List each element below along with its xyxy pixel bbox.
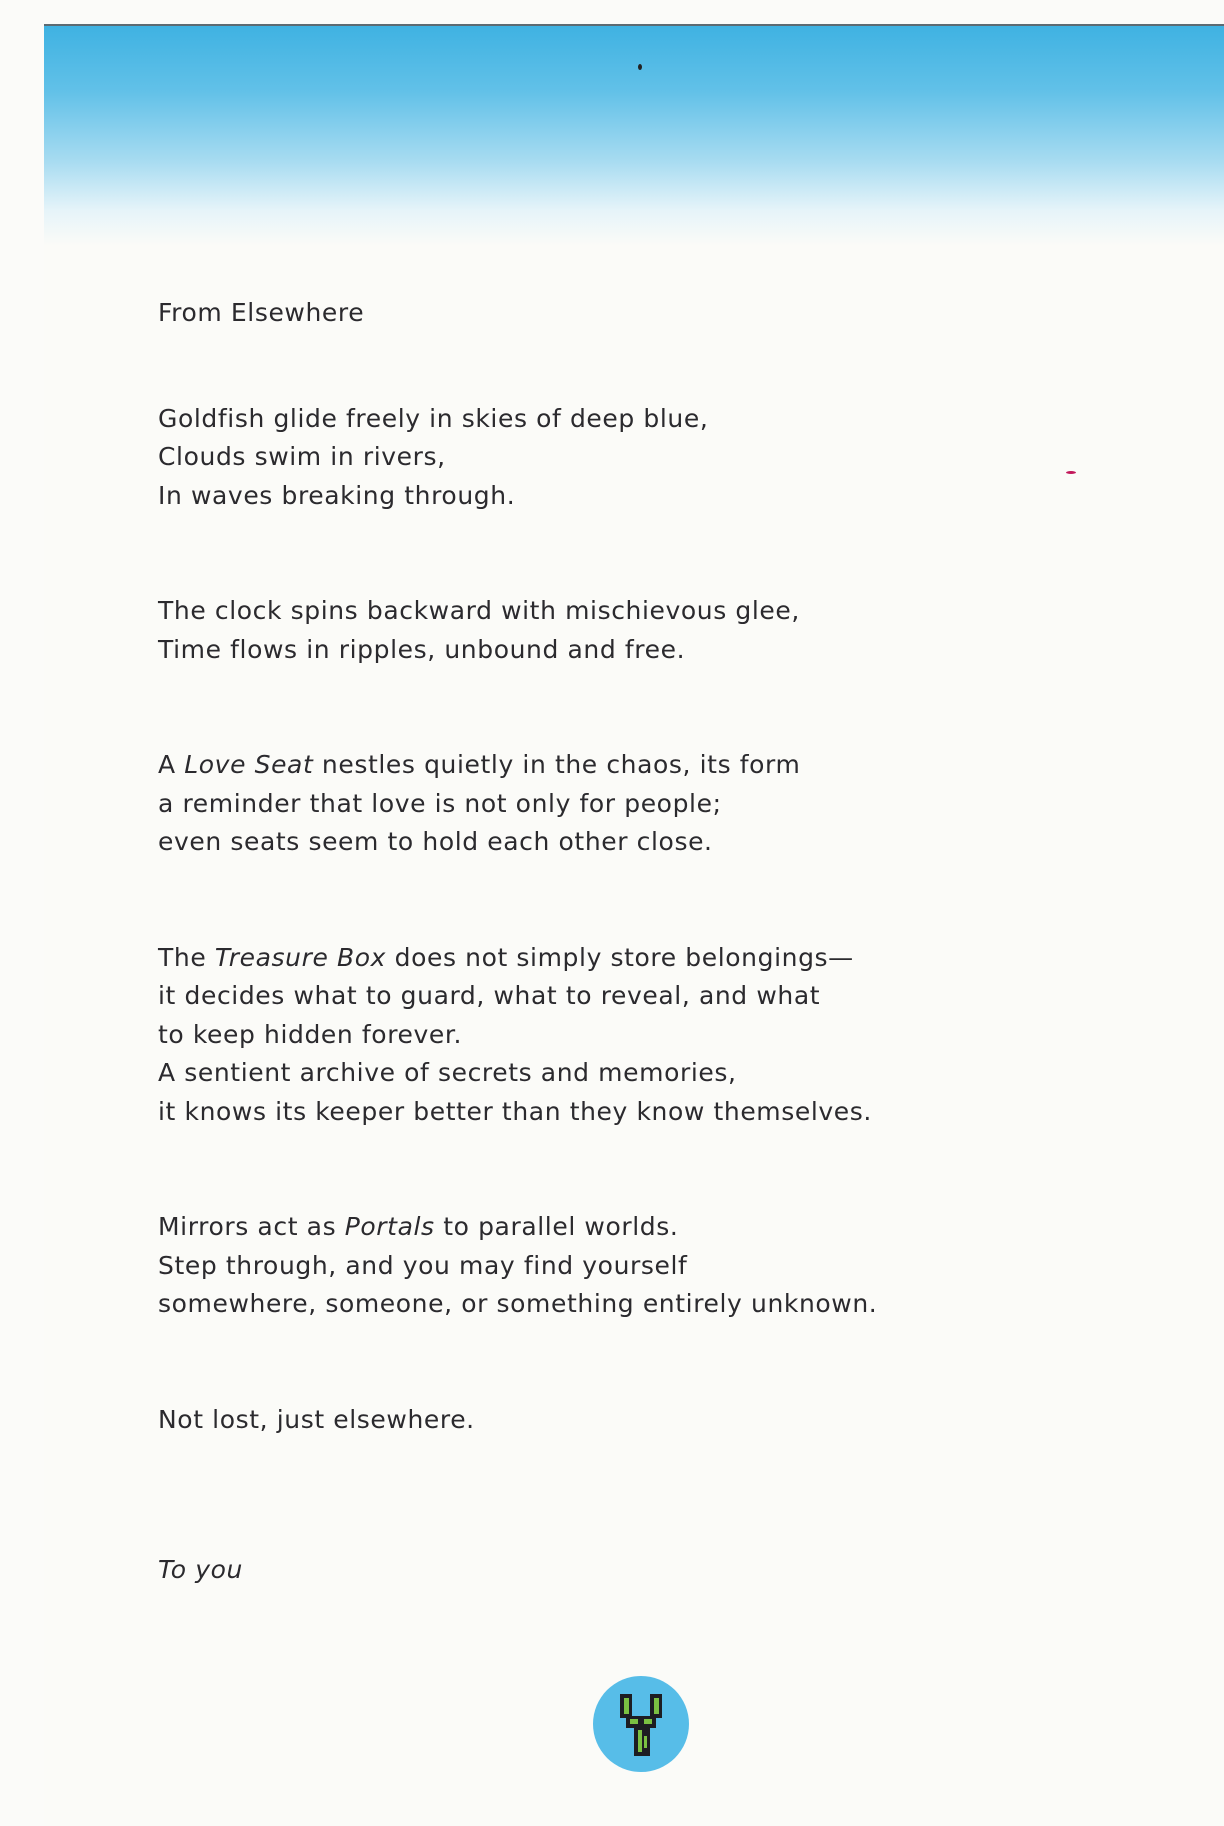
stanza-3-line-1: A Love Seat nestles quietly in the chaos, its form	[158, 750, 801, 779]
pixel-y-logo-icon	[593, 1676, 689, 1772]
stanza-5-line-1: Mirrors act as Portals to parallel worlds.	[158, 1212, 679, 1241]
stanza-5-line-2: Step through, and you may find yourself	[158, 1250, 688, 1280]
treasure-box-term: Treasure Box	[214, 942, 387, 972]
stanza-4-line-1: The Treasure Box does not simply store belongings—	[158, 942, 854, 972]
poem-title: From Elsewhere	[158, 298, 365, 327]
stanza-2-line-1: The clock spins backward with mischievous glee,	[158, 596, 800, 625]
stanza-4-line-5: it knows its keeper better than they know themselves.	[158, 1096, 872, 1126]
stanza-2-line-2: Time flows in ripples, unbound and free.	[158, 634, 686, 664]
love-seat-term: Love Seat	[184, 750, 314, 779]
dedication: To you	[158, 1555, 243, 1584]
stanza-4-line-4: A sentient archive of secrets and memories,	[158, 1058, 737, 1087]
pixel-y-glyph-icon	[593, 1676, 689, 1772]
stanza-1-line-2: Clouds swim in rivers,	[158, 442, 446, 471]
stanza-4-line-2: it decides what to guard, what to reveal, and what	[158, 981, 821, 1010]
poem-card	[44, 24, 1224, 1826]
stanza-1-line-1: Goldfish glide freely in skies of deep blue,	[158, 403, 709, 433]
stanza-3-line-2: a reminder that love is not only for people;	[158, 788, 722, 818]
sky-gradient-header	[44, 26, 1224, 246]
ink-speck	[638, 64, 642, 70]
stanza-5-line-3: somewhere, someone, or something entirely unknown.	[158, 1289, 878, 1318]
poem	[158, 294, 1058, 1590]
stanza-1-line-3: In waves breaking through.	[158, 480, 516, 510]
stanza-3	[158, 746, 1058, 862]
ink-speck	[1066, 471, 1076, 474]
stanza-3-line-3: even seats seem to hold each other close.	[158, 827, 713, 856]
stanza-5	[158, 1208, 1058, 1324]
stanza-6-line-1: Not lost, just elsewhere.	[158, 1404, 475, 1434]
portals-term: Portals	[344, 1212, 435, 1241]
stanza-4	[158, 939, 1058, 1132]
stanza-1	[158, 400, 1058, 516]
stanza-2	[158, 592, 1058, 669]
stanza-6	[158, 1401, 1058, 1440]
stanza-4-line-3: to keep hidden forever.	[158, 1019, 463, 1049]
